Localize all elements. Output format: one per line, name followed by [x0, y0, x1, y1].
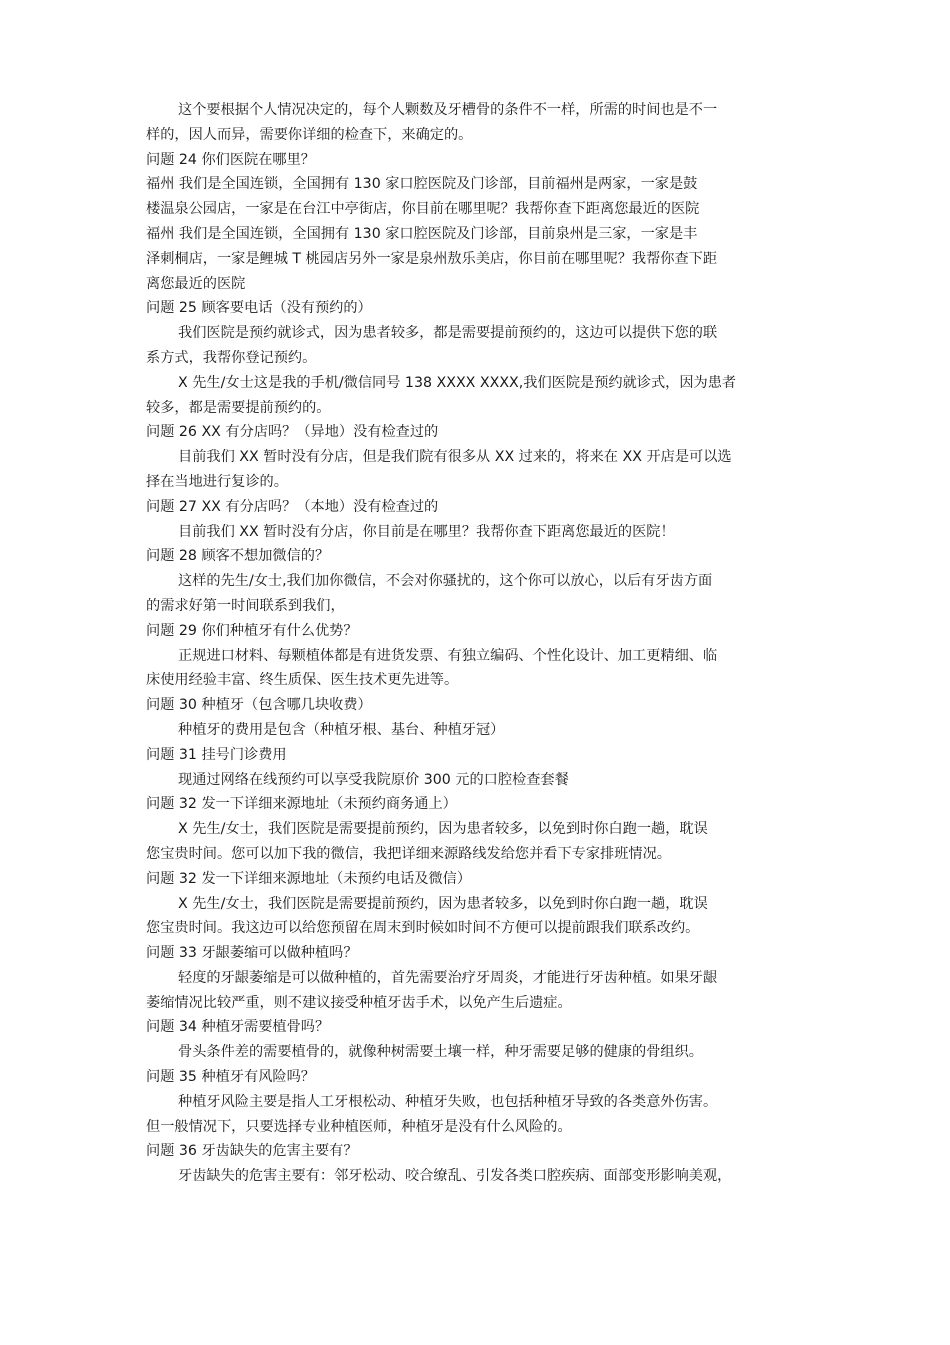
text-line: 萎缩情况比较严重，则不建议接受种植牙齿手术，以免产生后遗症。	[146, 994, 572, 1011]
text-line: 问题 25 顾客要电话（没有预约的）	[146, 300, 372, 317]
text-line: 正规进口材料、每颗植体都是有进货发票、有独立编码、个性化设计、加工更精细、临	[178, 647, 718, 664]
text-line: 问题 29 你们种植牙有什么优势？	[146, 622, 358, 639]
text-line: 问题 36 牙齿缺失的危害主要有？	[146, 1143, 358, 1160]
text-line: 问题 33 牙龈萎缩可以做种植吗？	[146, 945, 358, 962]
text-line: X 先生/女士，我们医院是需要提前预约，因为患者较多，以免到时你白跑一趟，耽误	[178, 895, 708, 912]
text-line: 问题 32 发一下详细来源地址（未预约商务通上）	[146, 796, 457, 813]
text-line: 但一般情况下，只要选择专业种植医师，种植牙是没有什么风险的。	[146, 1118, 572, 1135]
text-line: 牙齿缺失的危害主要有：邻牙松动、咬合缭乱、引发各类口腔疾病、面部变形影响美观，	[178, 1168, 732, 1185]
text-line: 目前我们 XX 暂时没有分店，但是我们院有很多从 XX 过来的，将来在 XX 开店是可以选	[178, 449, 732, 466]
text-line: 离您最近的医院	[146, 275, 246, 292]
text-line: 现通过网络在线预约可以享受我院原价 300 元的口腔检查套餐	[178, 771, 569, 788]
text-line: 床使用经验丰富、终生质保、医生技术更先进等。	[146, 672, 459, 689]
text-line: 问题 24 你们医院在哪里？	[146, 151, 315, 168]
text-line: 问题 30 种植牙（包含哪几块收费）	[146, 697, 372, 714]
text-line: 泽刺桐店，一家是鲤城 T 桃园店另外一家是泉州敖乐美店，你目前在哪里呢？我帮你查下距	[146, 250, 718, 267]
text-line: 问题 27 XX 有分店吗？（本地）没有检查过的	[146, 498, 439, 515]
text-line: 的需求好第一时间联系到我们，	[146, 597, 345, 614]
text-line: 骨头条件差的需要植骨的，就像种树需要土壤一样，种牙需要足够的健康的骨组织。	[178, 1044, 703, 1061]
text-line: 择在当地进行复诊的。	[146, 473, 288, 490]
text-line: 问题 31 挂号门诊费用	[146, 746, 287, 763]
text-line: 系方式，我帮你登记预约。	[146, 349, 317, 366]
text-line: 楼温泉公园店，一家是在台江中亭街店，你目前在哪里呢？我帮你查下距离您最近的医院	[146, 201, 700, 218]
text-line: 目前我们 XX 暂时没有分店，你目前是在哪里？我帮你查下距离您最近的医院！	[178, 523, 675, 540]
text-line: 福州 我们是全国连锁，全国拥有 130 家口腔医院及门诊部，目前泉州是三家，一家是丰	[146, 225, 698, 242]
text-line: 问题 34 种植牙需要植骨吗？	[146, 1019, 330, 1036]
text-line: 问题 28 顾客不想加微信的？	[146, 548, 330, 565]
text-line: 这样的先生/女士,我们加你微信，不会对你骚扰的，这个你可以放心，以后有牙齿方面	[178, 573, 713, 590]
text-line: 较多，都是需要提前预约的。	[146, 399, 331, 416]
text-line: 福州 我们是全国连锁，全国拥有 130 家口腔医院及门诊部，目前福州是两家，一家是鼓	[146, 176, 698, 193]
text-line: 轻度的牙龈萎缩是可以做种植的，首先需要治疗牙周炎，才能进行牙齿种植。如果牙龈	[178, 969, 718, 986]
text-line: 问题 32 发一下详细来源地址（未预约电话及微信）	[146, 870, 472, 887]
text-line: 种植牙风险主要是指人工牙根松动、种植牙失败，也包括种植牙导致的各类意外伤害。	[178, 1093, 718, 1110]
text-line: X 先生/女士，我们医院是需要提前预约，因为患者较多，以免到时你白跑一趟，耽误	[178, 821, 708, 838]
text-line: 您宝贵时间。我这边可以给您预留在周末到时候如时间不方便可以提前跟我们联系改约。	[146, 920, 700, 937]
text-line: 种植牙的费用是包含（种植牙根、基台、种植牙冠）	[178, 721, 505, 738]
text-line: 我们医院是预约就诊式，因为患者较多，都是需要提前预约的，这边可以提供下您的联	[178, 325, 718, 342]
text-line: 问题 26 XX 有分店吗？（异地）没有检查过的	[146, 424, 439, 441]
text-line: 样的，因人而异，需要你详细的检查下，来确定的。	[146, 126, 473, 143]
text-line: 这个要根据个人情况决定的，每个人颗数及牙槽骨的条件不一样，所需的时间也是不一	[178, 102, 718, 118]
text-line: 您宝贵时间。您可以加下我的微信，我把详细来源路线发给您并看下专家排班情况。	[146, 845, 671, 862]
text-line: 问题 35 种植牙有风险吗？	[146, 1069, 315, 1086]
text-line: X 先生/女士这是我的手机/微信同号 138 XXXX XXXX,我们医院是预约就诊式，因为患者	[178, 374, 737, 391]
